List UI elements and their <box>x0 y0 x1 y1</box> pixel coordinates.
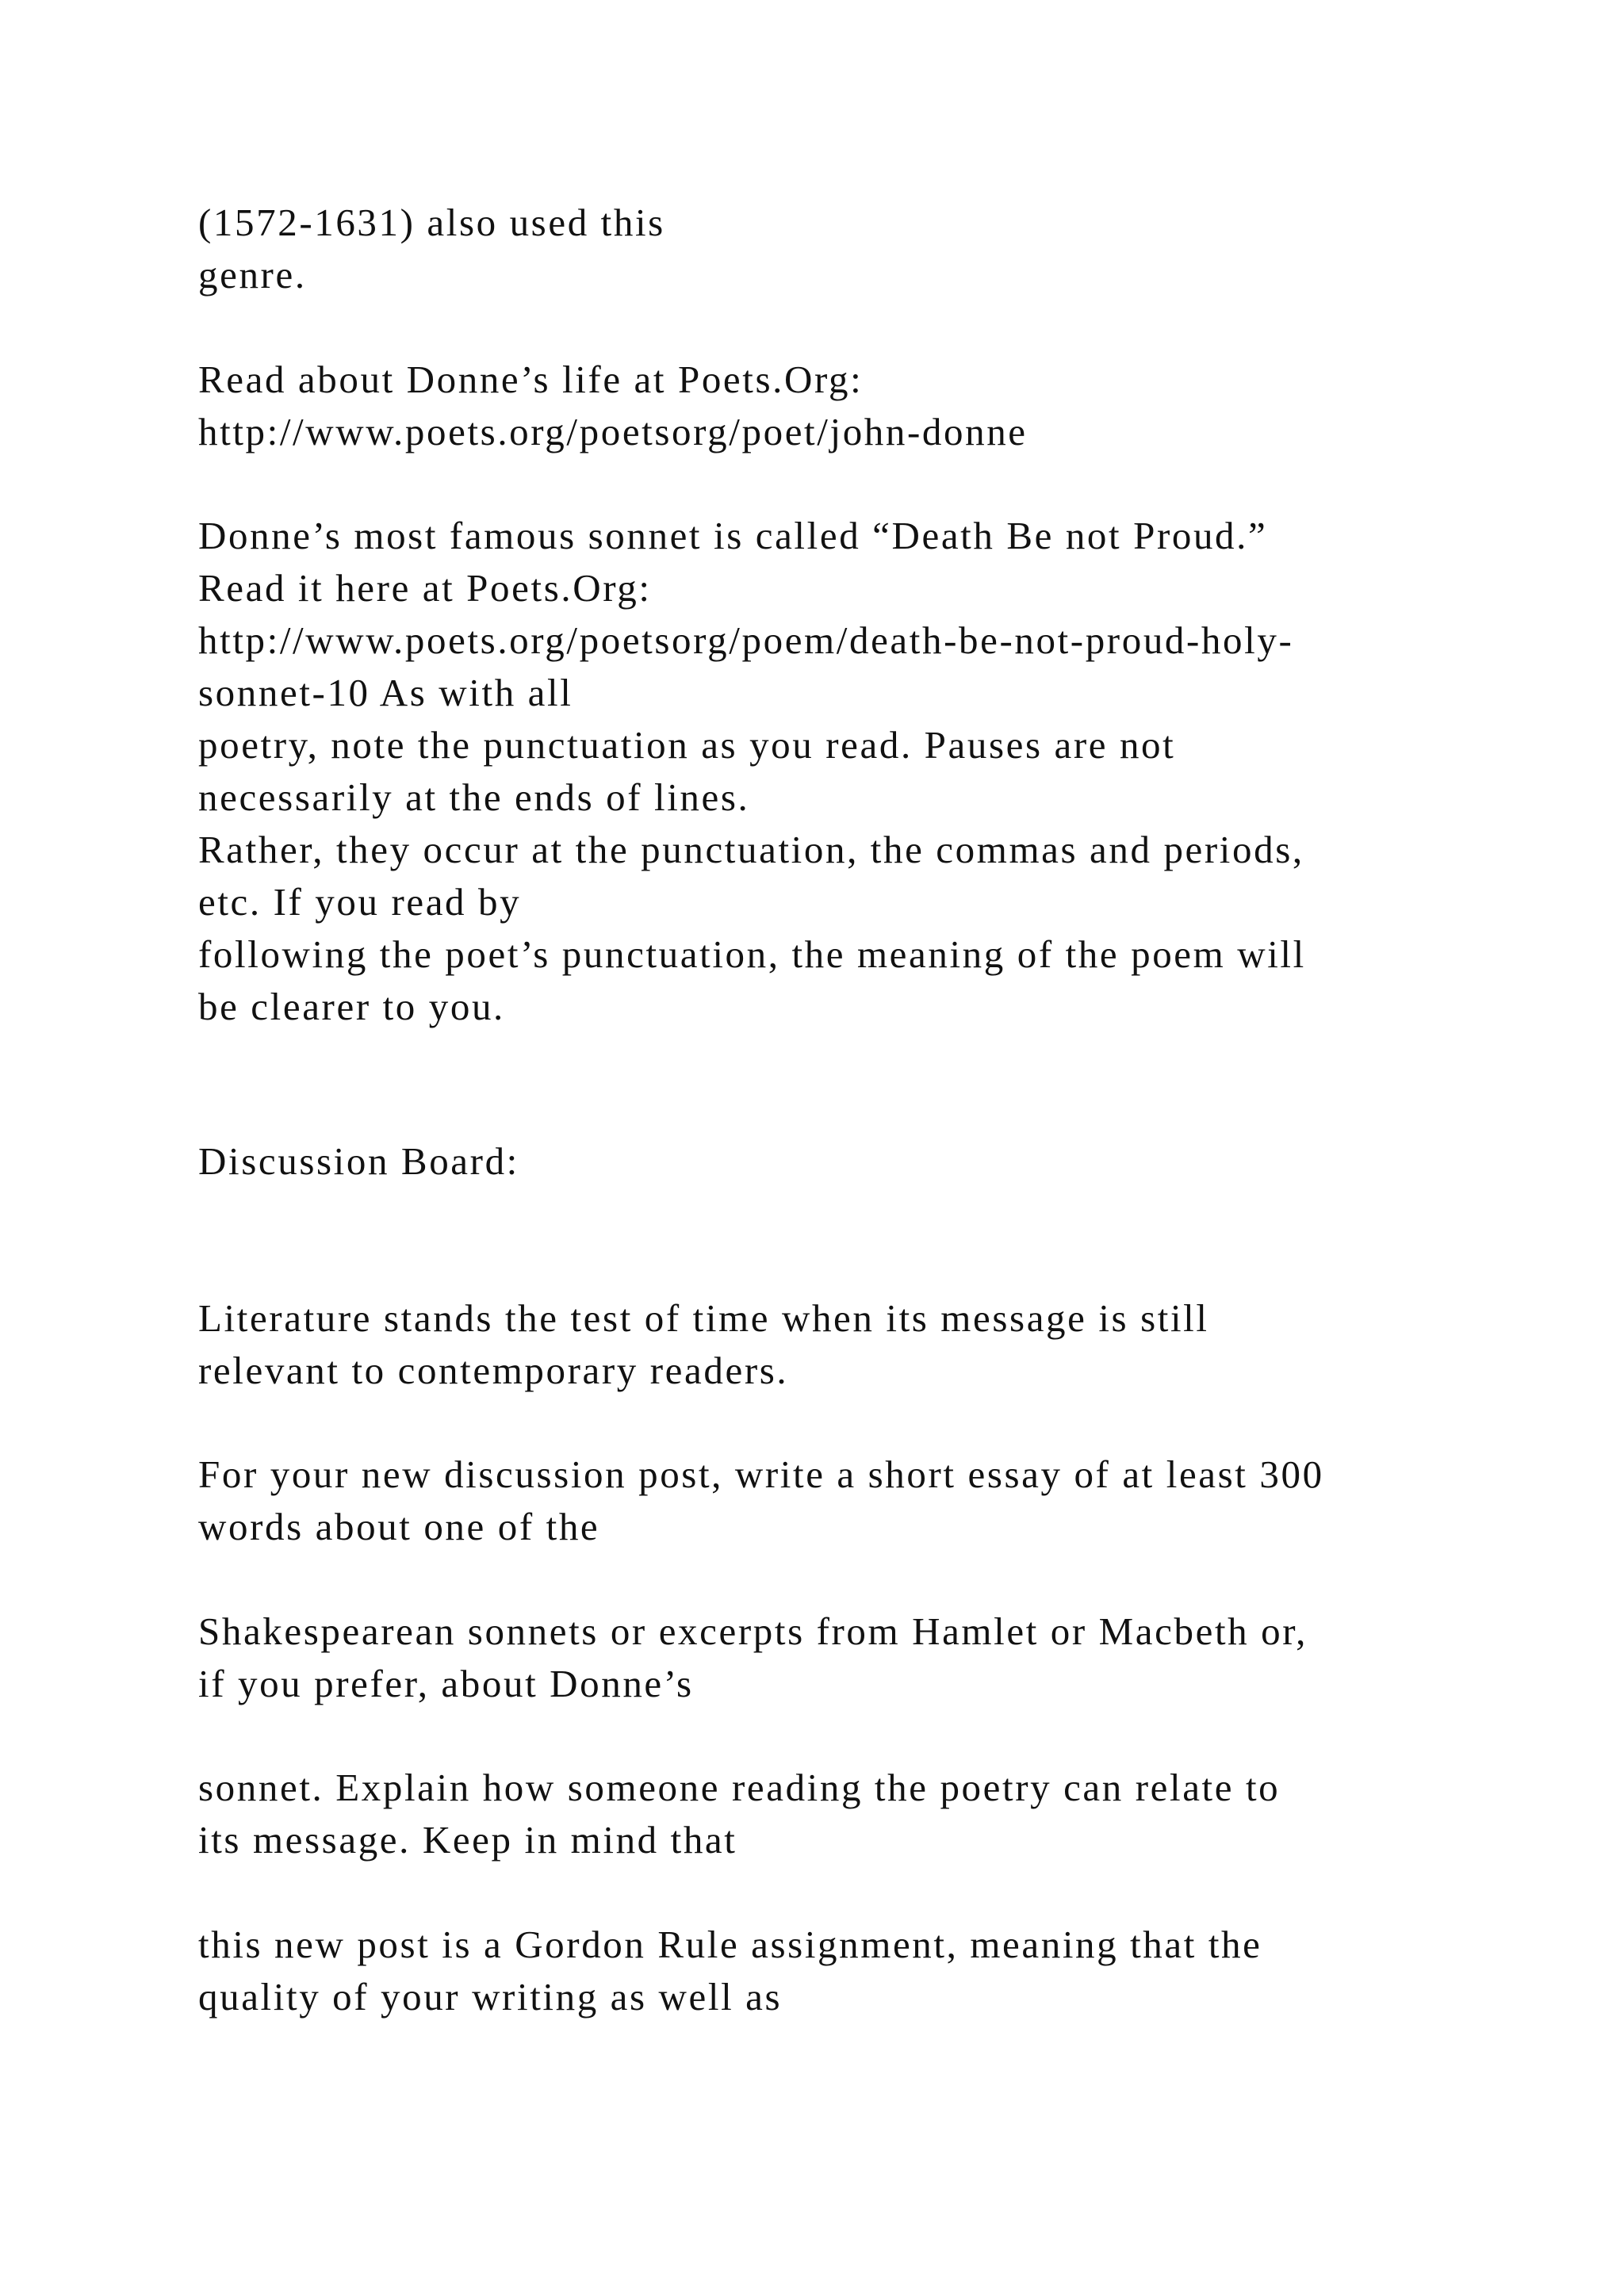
text-line: words about one of the <box>198 1505 600 1548</box>
text-line: sonnet. Explain how someone reading the poetry can relate to <box>198 1766 1281 1809</box>
text-line: if you prefer, about Donne’s <box>198 1662 694 1705</box>
text-line: Shakespearean sonnets or excerpts from Hamlet or Macbeth or, <box>198 1609 1308 1653</box>
link-text-john-donne: http://www.poets.org/poetsorg/poet/john-donne <box>198 410 1028 453</box>
text-line: Read about Donne’s life at Poets.Org: <box>198 358 864 401</box>
text-line: Read it here at Poets.Org: <box>198 566 652 610</box>
text-line: (1572-1631) also used this <box>198 201 665 244</box>
text-line: Donne’s most famous sonnet is called “Death Be not Proud.” <box>198 514 1268 557</box>
text-line: necessarily at the ends of lines. <box>198 775 750 819</box>
text-line: its message. Keep in mind that <box>198 1818 737 1862</box>
donne-life-paragraph <box>198 354 1028 458</box>
text-line: quality of your writing as well as <box>198 1975 783 2019</box>
link-text-death-be-not-proud: http://www.poets.org/poetsorg/poem/death-be-not-proud-holy- <box>198 618 1294 662</box>
text-line: Literature stands the test of time when its message is still <box>198 1296 1209 1340</box>
text-line: etc. If you read by <box>198 880 522 924</box>
text-line: sonnet-10 As with all <box>198 671 573 714</box>
heading-text: Discussion Board: <box>198 1139 519 1183</box>
text-line: For your new discussion post, write a short essay of at least 300 <box>198 1452 1324 1496</box>
intro-paragraph <box>198 197 665 301</box>
text-line: relevant to contemporary readers. <box>198 1349 789 1392</box>
sonnet-paragraph <box>198 510 1306 1033</box>
text-line: this new post is a Gordon Rule assignment, meaning that the <box>198 1923 1262 1966</box>
text-line: following the poet’s punctuation, the meaning of the poem will <box>198 932 1306 976</box>
post-instructions-2 <box>198 1605 1308 1710</box>
discussion-board-heading <box>198 1135 519 1188</box>
text-line: poetry, note the punctuation as you read. Pauses are not <box>198 723 1176 767</box>
text-line: Rather, they occur at the punctuation, the commas and periods, <box>198 828 1304 871</box>
text-line: genre. <box>198 253 307 297</box>
post-instructions-4 <box>198 1919 1262 2023</box>
post-instructions-3 <box>198 1762 1280 1866</box>
post-instructions-1 <box>198 1448 1324 1553</box>
literature-paragraph <box>198 1292 1209 1397</box>
text-line: be clearer to you. <box>198 985 505 1028</box>
